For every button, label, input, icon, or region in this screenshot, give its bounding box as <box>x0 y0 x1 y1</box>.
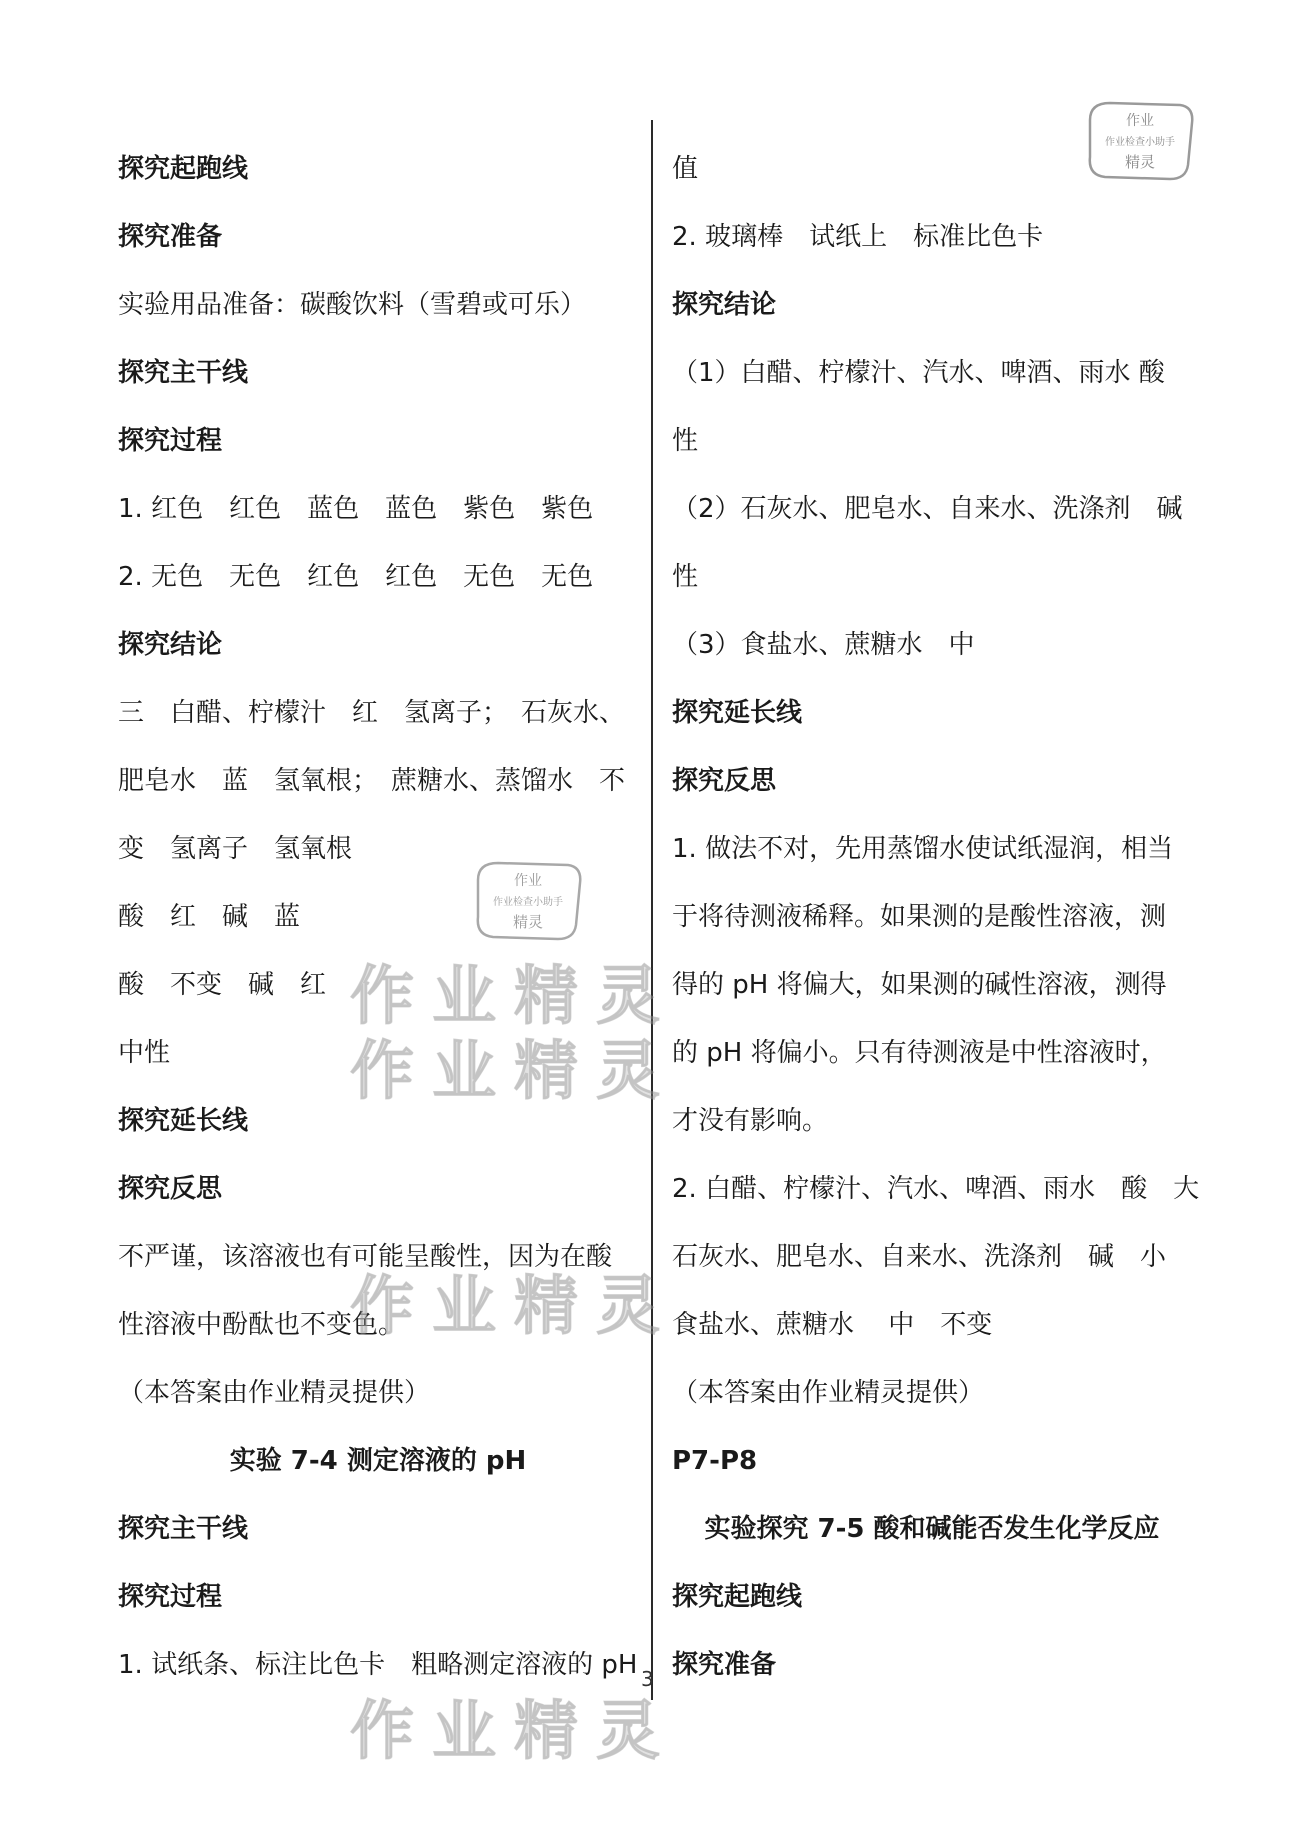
answer-line: （2）石灰水、肥皂水、自来水、洗涤剂 碱 <box>672 494 1183 524</box>
heading-start: 探究起跑线 <box>672 1582 803 1612</box>
answer-line: 三 白醋、柠檬汁 红 氢离子； 石灰水、 <box>118 698 626 728</box>
svg-text:精灵: 精灵 <box>512 913 544 931</box>
answer-line: 性溶液中酚酞也不变色。 <box>118 1310 405 1340</box>
answer-line: 2. 白醋、柠檬汁、汽水、啤酒、雨水 酸 大 <box>672 1174 1200 1204</box>
heading-prep: 探究准备 <box>118 222 223 252</box>
answer-line: 肥皂水 蓝 氢氧根； 蔗糖水、蒸馏水 不 <box>118 766 626 796</box>
answer-line: 石灰水、肥皂水、自来水、洗涤剂 碱 小 <box>672 1242 1167 1272</box>
heading-reflection: 探究反思 <box>118 1174 223 1204</box>
credit-note: （本答案由作业精灵提供） <box>118 1378 431 1408</box>
svg-text:作业: 作业 <box>1126 113 1154 129</box>
heading-prep: 探究准备 <box>672 1650 777 1680</box>
heading-process: 探究过程 <box>118 1582 223 1612</box>
heading-conclusion: 探究结论 <box>118 630 223 660</box>
answer-line: 性 <box>672 426 699 456</box>
answer-line: 不严谨，该溶液也有可能呈酸性，因为在酸 <box>118 1242 613 1272</box>
answer-line: 性 <box>672 562 699 592</box>
answer-line: 食盐水、蔗糖水 中 不变 <box>672 1310 993 1340</box>
heading-extension: 探究延长线 <box>118 1106 249 1136</box>
answer-line: 值 <box>672 154 699 184</box>
text-materials: 实验用品准备：碳酸饮料（雪碧或可乐） <box>118 290 587 320</box>
stamp-logo-icon <box>468 855 588 945</box>
answer-line: 于将待测液稀释。如果测的是酸性溶液，测 <box>672 902 1167 932</box>
page-range: P7-P8 <box>672 1446 758 1476</box>
heading-start: 探究起跑线 <box>118 154 249 184</box>
section-title: 实验探究 7-5 酸和碱能否发生化学反应 <box>704 1514 1160 1544</box>
watermark-text: 作业精灵 <box>350 1695 678 1769</box>
answer-line: 才没有影响。 <box>672 1106 829 1136</box>
answer-line: 酸 红 碱 蓝 <box>118 902 301 932</box>
answer-line: 2. 无色 无色 红色 红色 无色 无色 <box>118 562 594 592</box>
answer-line: 1. 做法不对，先用蒸馏水使试纸湿润，相当 <box>672 834 1174 864</box>
heading-reflection: 探究反思 <box>672 766 777 796</box>
answer-line: 2. 玻璃棒 试纸上 标准比色卡 <box>672 222 1044 252</box>
credit-note: （本答案由作业精灵提供） <box>672 1378 985 1408</box>
watermark-text: 作业精灵 <box>350 1270 678 1344</box>
answer-line: （3）食盐水、蔗糖水 中 <box>672 630 975 660</box>
stamp-logo-icon <box>1080 95 1200 185</box>
heading-process: 探究过程 <box>118 426 223 456</box>
svg-text:作业检查小助手: 作业检查小助手 <box>1105 137 1175 148</box>
answer-line: 酸 不变 碱 红 <box>118 970 327 1000</box>
heading-main: 探究主干线 <box>118 358 249 388</box>
watermark-text: 作业精灵 <box>350 1035 678 1109</box>
page-number: 3 <box>641 1667 654 1691</box>
answer-line: 1. 试纸条、标注比色卡 粗略测定溶液的 pH <box>118 1650 638 1680</box>
heading-conclusion: 探究结论 <box>672 290 777 320</box>
svg-text:作业: 作业 <box>514 873 542 889</box>
watermark-text: 作业精灵 <box>350 960 678 1034</box>
column-divider <box>651 120 653 1700</box>
answer-line: （1）白醋、柠檬汁、汽水、啤酒、雨水 酸 <box>672 358 1165 388</box>
answer-line: 变 氢离子 氢氧根 <box>118 834 353 864</box>
heading-main: 探究主干线 <box>118 1514 249 1544</box>
answer-line: 得的 pH 将偏大，如果测的碱性溶液，测得 <box>672 970 1167 1000</box>
answer-line: 1. 红色 红色 蓝色 蓝色 紫色 紫色 <box>118 494 594 524</box>
svg-text:作业检查小助手: 作业检查小助手 <box>493 897 563 908</box>
answer-line: 的 pH 将偏小。只有待测液是中性溶液时， <box>672 1038 1167 1068</box>
svg-text:精灵: 精灵 <box>1124 153 1156 171</box>
heading-extension: 探究延长线 <box>672 698 803 728</box>
answer-line: 中性 <box>118 1038 171 1068</box>
section-title: 实验 7-4 测定溶液的 pH <box>229 1446 527 1476</box>
